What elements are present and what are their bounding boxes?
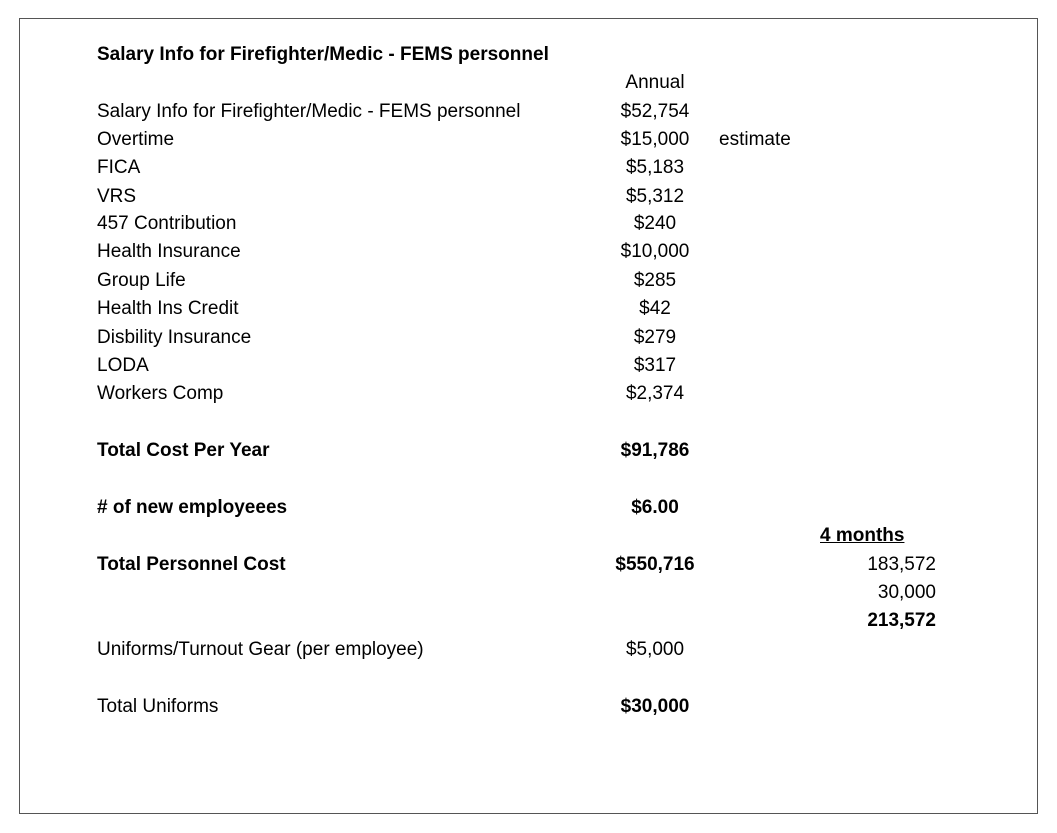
row-label-disability: Disbility Insurance (97, 327, 252, 348)
uniforms-per-employee-label: Uniforms/Turnout Gear (per employee) (97, 639, 424, 660)
uniforms-per-employee-amount: $5,000 (625, 639, 685, 660)
row-label-health-ins-credit: Health Ins Credit (97, 298, 239, 319)
row-amount-loda: $317 (633, 355, 677, 376)
row-amount-disability: $279 (633, 327, 677, 348)
row-amount-health-insurance: $10,000 (620, 241, 690, 262)
row-amount-workers-comp: $2,374 (625, 383, 685, 404)
new-employees-label: # of new employeees (97, 497, 288, 518)
row-amount-group-life: $285 (633, 270, 677, 291)
total-uniforms-label: Total Uniforms (97, 696, 219, 717)
document-heading: Salary Info for Firefighter/Medic - FEMS personnel (97, 44, 549, 65)
new-employees-value: $6.00 (631, 497, 679, 518)
row-label-workers-comp: Workers Comp (97, 383, 224, 404)
row-label-457: 457 Contribution (97, 213, 237, 234)
row-amount-vrs: $5,312 (625, 186, 685, 207)
four-months-header: 4 months (820, 525, 905, 546)
four-months-personnel: 183,572 (867, 554, 936, 575)
row-amount-health-ins-credit: $42 (639, 298, 671, 319)
row-amount-fica: $5,183 (625, 157, 685, 178)
row-label-vrs: VRS (97, 186, 137, 207)
row-note-overtime: estimate (719, 129, 791, 150)
row-label-salary: Salary Info for Firefighter/Medic - FEMS personnel (97, 101, 521, 122)
four-months-total: 213,572 (867, 610, 936, 631)
row-label-fica: FICA (97, 157, 141, 178)
row-label-loda: LODA (97, 355, 149, 376)
row-label-group-life: Group Life (97, 270, 186, 291)
four-months-uniforms: 30,000 (877, 582, 936, 603)
total-personnel-cost-amount: $550,716 (615, 554, 695, 575)
total-cost-per-year-amount: $91,786 (620, 440, 690, 461)
row-amount-salary: $52,754 (620, 101, 690, 122)
row-amount-overtime: $15,000 (620, 129, 690, 150)
row-amount-457: $240 (633, 213, 677, 234)
total-uniforms-amount: $30,000 (620, 696, 690, 717)
annual-column-header: Annual (625, 72, 685, 93)
row-label-health-insurance: Health Insurance (97, 241, 241, 262)
total-personnel-cost-label: Total Personnel Cost (97, 554, 286, 575)
row-label-overtime: Overtime (97, 129, 175, 150)
total-cost-per-year-label: Total Cost Per Year (97, 440, 270, 461)
